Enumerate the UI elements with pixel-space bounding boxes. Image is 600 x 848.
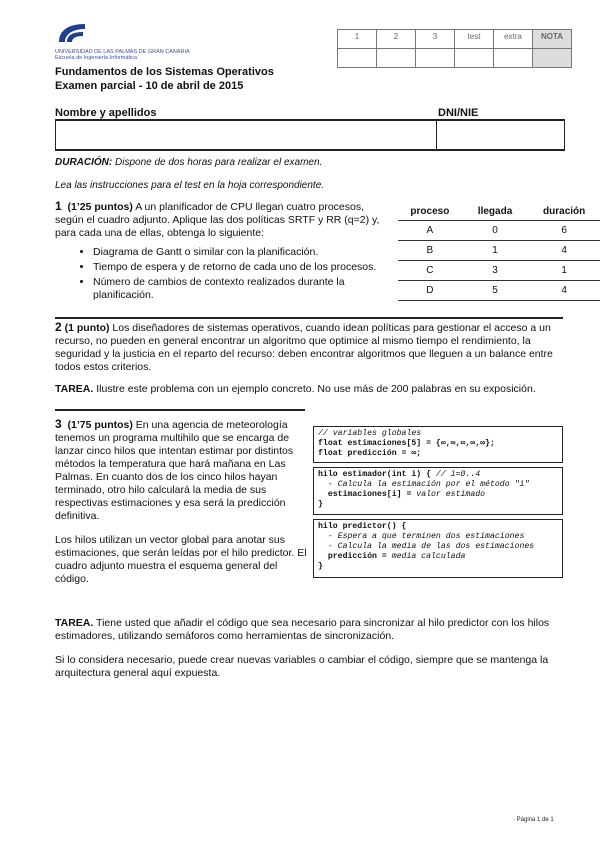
- duration-text: Dispone de dos horas para realizar el examen.: [112, 157, 323, 168]
- cell-arrival: 0: [462, 221, 529, 241]
- list-item: • Tiempo de espera y de retorno de cada uno de los procesos.: [93, 261, 395, 274]
- q1-number: 1: [55, 199, 62, 213]
- list-item: • Diagrama de Gantt o similar con la planificación.: [93, 246, 395, 259]
- code-line: - Espera a que terminen dos estimaciones: [318, 532, 525, 541]
- q2-points: (1 punto): [64, 322, 110, 334]
- name-label: Nombre y apellidos: [55, 107, 157, 119]
- identity-labels: [55, 107, 565, 119]
- score-cell: [377, 49, 416, 68]
- score-cell: [416, 49, 455, 68]
- q3-number: 3: [55, 417, 62, 431]
- duration-line: [55, 157, 322, 168]
- col-duracion: duración: [528, 202, 600, 221]
- process-table: [398, 202, 600, 301]
- identity-box[interactable]: [55, 119, 565, 151]
- code-line: media calculada: [391, 552, 466, 561]
- q3-points: (1’75 puntos): [67, 419, 133, 431]
- table-row: [398, 241, 600, 261]
- cell-arrival: 1: [462, 241, 529, 261]
- q2-number: 2: [55, 320, 62, 334]
- code-line: - Calcula la estimación por el método "i": [318, 480, 530, 489]
- cell-process: A: [398, 221, 462, 241]
- q1-points: (1’25 puntos): [67, 201, 133, 213]
- question-3: [55, 418, 308, 586]
- code-line: float predicción = ∞;: [318, 449, 422, 458]
- code-line: - Calcula la media de las dos estimaciones: [318, 542, 535, 551]
- cell-duration: 1: [528, 261, 600, 281]
- table-row: [398, 281, 600, 301]
- code-block-predictor: [313, 519, 563, 578]
- list-item: • Número de cambios de contexto realizados durante la planificación.: [93, 276, 395, 302]
- cell-arrival: 3: [462, 261, 529, 281]
- table-row: [398, 221, 600, 241]
- section-divider: [55, 317, 563, 319]
- table-row: [398, 261, 600, 281]
- exam-header: [55, 65, 274, 93]
- q3-text: En una agencia de meteorología tenemos un programa multihilo que se encarga de lanzar cinco hilos que intentan estimar por distintos métodos la temperatura que hará mañana en Las Palmas. En cuanto dos de los cinco hilos hayan terminado, otro hilo calculará la media de sus respectivas estimaciones y esa será la predicción definitiva.: [55, 419, 294, 522]
- code-comment: // variables globales: [318, 429, 422, 438]
- question-2: [55, 321, 565, 396]
- q3-task-block: [55, 617, 565, 680]
- code-block-estimador: [313, 467, 563, 515]
- question-1: [55, 200, 395, 304]
- q2-task-text: Ilustre este problema con un ejemplo concreto. No use más de 200 palabras en su exposición.: [93, 383, 536, 395]
- test-note: Lea las instrucciones para el test en la hoja correspondiente.: [55, 180, 325, 191]
- score-cell: [338, 49, 377, 68]
- course-title: Fundamentos de los Sistemas Operativos: [55, 66, 274, 78]
- q3-statement: [55, 418, 308, 523]
- score-col-extra: extra: [494, 30, 533, 49]
- q1-statement: [55, 200, 395, 240]
- university-logo: [55, 22, 205, 62]
- score-cell: [455, 49, 494, 68]
- score-col-nota: NOTA: [533, 30, 572, 49]
- cell-arrival: 5: [462, 281, 529, 301]
- score-cell: [494, 49, 533, 68]
- cell-process: B: [398, 241, 462, 261]
- q2-statement: [55, 321, 565, 374]
- score-table: [337, 29, 572, 68]
- cell-process: D: [398, 281, 462, 301]
- dni-label: DNI/NIE: [438, 107, 479, 119]
- duration-label: DURACIÓN:: [55, 157, 113, 168]
- code-line: hilo predictor() {: [318, 522, 407, 531]
- col-llegada: llegada: [462, 202, 529, 221]
- q3-note: Si lo considera necesario, puede crear nuevas variables o cambiar el código, siempre que se mantenga la arquitectura general aquí expuesta.: [55, 654, 549, 679]
- code-block-globals: [313, 426, 563, 463]
- score-col-3: 3: [416, 30, 455, 49]
- logo-mark-icon: [55, 22, 95, 44]
- score-col-2: 2: [377, 30, 416, 49]
- identity-divider: [436, 121, 437, 149]
- exam-subtitle: Examen parcial - 10 de abril de 2015: [55, 80, 244, 92]
- page-number: · Página 1 de 1: [513, 817, 554, 823]
- q3-task: [55, 617, 565, 643]
- col-proceso: proceso: [398, 202, 462, 221]
- code-line: estimaciones[i] =: [318, 490, 417, 499]
- section-divider: [55, 409, 305, 411]
- code-line: float estimaciones[5] = {∞,∞,∞,∞,∞};: [318, 439, 495, 448]
- q3-task-label: TAREA.: [55, 617, 94, 629]
- code-line: valor estimado: [416, 490, 486, 499]
- code-line: }: [318, 500, 323, 509]
- q1-text: A un planificador de CPU llegan cuatro procesos, según el cuadro adjunto. Aplique las dos políticas SRTF y RR (q=2) y, para cada una de ellas, obtenga lo siguiente:: [55, 201, 380, 239]
- score-col-test: test: [455, 30, 494, 49]
- q2-text: Los diseñadores de sistemas operativos, cuando idean políticas para gestionar el acceso a un recurso, no pueden en general encontrar un algoritmo que optimice al mismo tiempo el rendimiento, la seguridad y la justicia en el reparto del recurso: deben encontrar algoritmos que lleguen a un balance entre todos estos criterios.: [55, 322, 553, 373]
- q3-text2: Los hilos utilizan un vector global para anotar sus estimaciones, que serán leídas por el hilo predictor. El cuadro adjunto muestra el esquema general del código.: [55, 534, 307, 585]
- score-cell: [533, 49, 572, 68]
- school-name: Escuela de Ingeniería Informática: [55, 55, 137, 61]
- q2-task-label: TAREA.: [55, 383, 94, 395]
- cell-duration: 6: [528, 221, 600, 241]
- code-line: }: [318, 562, 323, 571]
- cell-process: C: [398, 261, 462, 281]
- code-line: predicción =: [318, 552, 392, 561]
- cell-duration: 4: [528, 241, 600, 261]
- score-col-1: 1: [338, 30, 377, 49]
- q3-task-text: Tiene usted que añadir el código que sea necesario para sincronizar al hilo predictor con los hilos estimadores, utilizando semáforos como herramientas de sincronización.: [55, 617, 550, 642]
- q1-bullets: [55, 246, 395, 302]
- q2-task: [55, 383, 565, 396]
- code-line: hilo estimador(int i) {: [318, 470, 436, 479]
- university-name: UNIVERSIDAD DE LAS PALMAS DE GRAN CANARIA: [55, 49, 190, 55]
- code-comment: // i=0..4: [435, 470, 481, 479]
- cell-duration: 4: [528, 281, 600, 301]
